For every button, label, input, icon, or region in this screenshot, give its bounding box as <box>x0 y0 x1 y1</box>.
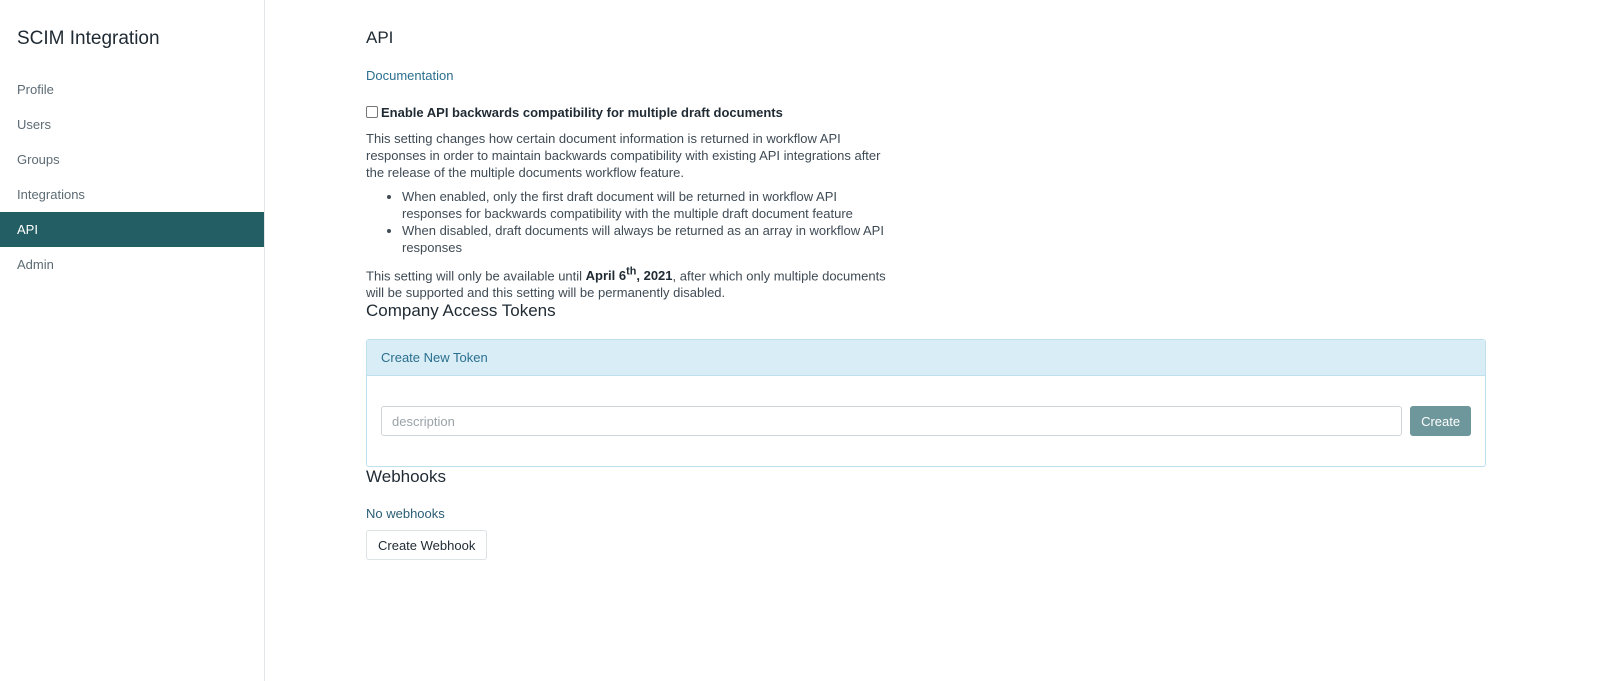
content-column <box>366 28 1516 560</box>
sidebar <box>0 0 265 681</box>
compat-setting-row <box>366 105 1516 120</box>
sidebar-nav <box>0 72 264 282</box>
tokens-section-title: Company Access Tokens <box>366 301 556 321</box>
api-section-title: API <box>366 28 394 47</box>
create-webhook-button[interactable]: Create Webhook <box>366 530 487 560</box>
compat-description: This setting changes how certain document information is returned in workflow API responses in order to maintain backwards compatibility with existing API integrations after the release of the multiple documents workflow feature. <box>366 131 881 180</box>
sidebar-item-users[interactable]: Users <box>17 117 51 132</box>
availability-prefix: This setting will only be available until <box>366 268 586 284</box>
webhooks-section-title: Webhooks <box>366 467 447 487</box>
token-description-input[interactable] <box>381 406 1402 436</box>
documentation-link[interactable]: Documentation <box>366 68 454 83</box>
compat-bullet-list <box>366 188 896 256</box>
sidebar-item-profile[interactable]: Profile <box>17 82 54 97</box>
availability-date-main: April 6 <box>585 268 627 284</box>
compat-checkbox-label[interactable]: Enable API backwards compatibility for multiple draft documents <box>381 105 783 120</box>
sidebar-item-integrations[interactable]: Integrations <box>17 187 85 202</box>
create-token-button[interactable]: Create <box>1410 406 1471 436</box>
create-token-panel-header: Create New Token <box>367 340 1485 376</box>
main-content <box>265 0 1600 681</box>
availability-note <box>366 264 896 301</box>
sidebar-item-admin[interactable]: Admin <box>17 257 54 272</box>
availability-date-year: , 2021 <box>636 268 673 284</box>
create-token-panel <box>366 339 1486 467</box>
sidebar-item-api[interactable]: API <box>0 212 264 247</box>
compat-checkbox[interactable] <box>366 106 378 118</box>
no-webhooks-text: No webhooks <box>366 506 445 522</box>
availability-suffix: , after which only multiple documents will be supported and this setting will be permanently disabled. <box>366 268 886 301</box>
list-item: • When enabled, only the first draft document will be returned in workflow API responses for backwards compatibility with the multiple draft document feature <box>402 188 896 222</box>
list-item: • When disabled, draft documents will always be returned as an array in workflow API responses <box>402 222 896 256</box>
availability-date-sup: th <box>626 266 637 278</box>
sidebar-item-groups[interactable]: Groups <box>17 152 60 167</box>
create-token-form <box>367 376 1485 466</box>
sidebar-title: SCIM Integration <box>17 28 160 49</box>
availability-date <box>586 268 673 283</box>
